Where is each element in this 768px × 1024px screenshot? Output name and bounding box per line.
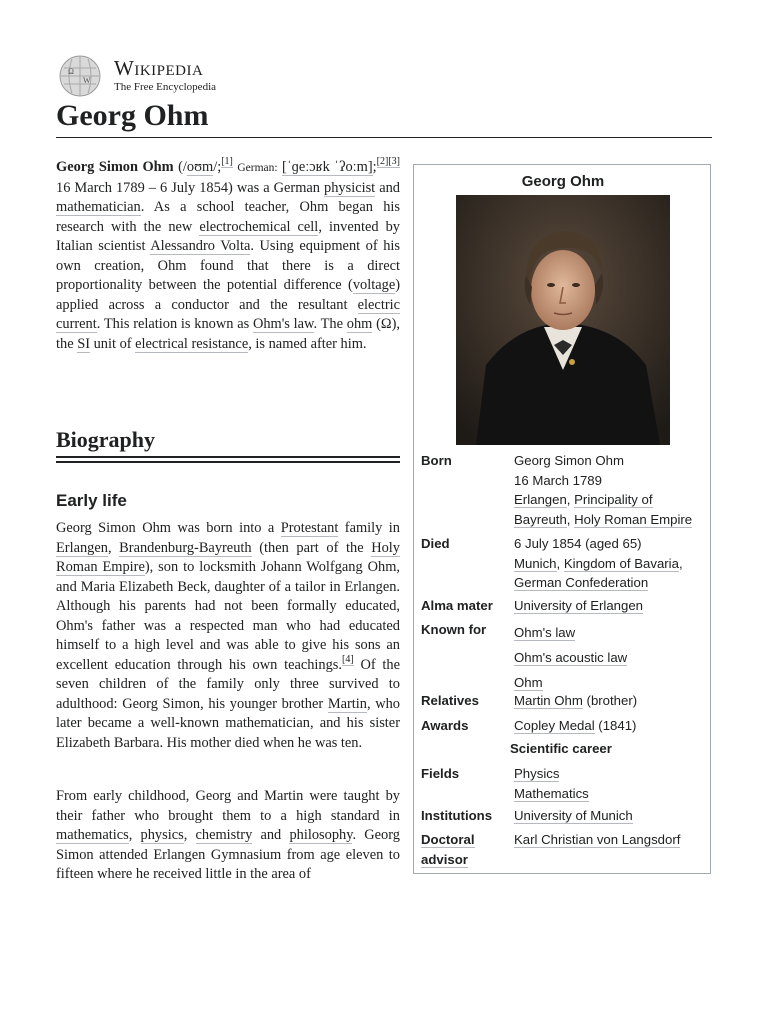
text: ), son to locksmith Johann Wolfgang Ohm, and Maria Elizabeth Beck, daughter of a tailor in Erlangen. Although his parents had not been formally educated, Ohm's father was a respected man who had educated himself to a high level and was able to give his sons an excellent education through his own teachings. (56, 559, 400, 673)
early-life-paragraph-2 (56, 787, 400, 885)
link-electric-current[interactable]: electric current (56, 296, 400, 332)
text: . The (313, 316, 347, 332)
scientific-career-header: Scientific career (510, 741, 612, 756)
link-mathematician[interactable]: mathematician (56, 199, 141, 215)
fields-value (514, 764, 706, 803)
link-protestant[interactable]: Protestant (280, 520, 339, 536)
text: (then part of the (251, 539, 372, 556)
alma-mater-value (514, 596, 706, 616)
separator: , (566, 492, 575, 507)
german-label: German: (237, 162, 278, 174)
subsection-heading-early-life: Early life (56, 491, 127, 510)
link-brandenburg-bayreuth[interactable]: Brandenburg-Bayreuth (119, 539, 252, 556)
text: ) applied across a conductor and the resultant (56, 277, 400, 313)
ipa-german-link[interactable]: [ˈɡeːɔʁk ˈʔoːm] (282, 159, 373, 175)
link-copley-medal[interactable]: Copley Medal (514, 718, 595, 733)
ref-2[interactable]: [2] (376, 156, 389, 167)
link-ohms-acoustic-law[interactable]: Ohm's acoustic law (514, 650, 628, 665)
link-mathematics[interactable]: mathematics (56, 827, 129, 843)
ipa-english-link[interactable]: oʊm (186, 159, 214, 175)
section-divider (56, 456, 400, 458)
link-ohm[interactable]: ohm (346, 316, 373, 332)
text: . As a school teacher, Ohm began his research with the new (56, 199, 400, 235)
born-label: Born (421, 453, 452, 468)
ref-1[interactable]: [1] (221, 156, 233, 167)
awards-label: Awards (421, 718, 469, 733)
separator: , (678, 555, 683, 571)
link-erlangen-place[interactable]: Erlangen (514, 492, 567, 507)
link-martin-ohm[interactable]: Martin Ohm (514, 693, 583, 708)
link-holy-roman-empire-born[interactable]: Holy Roman Empire (574, 511, 693, 527)
text: , (107, 539, 120, 556)
born-value (514, 451, 706, 529)
relatives-value (514, 691, 706, 711)
text: (/ (173, 159, 187, 175)
text: , (183, 827, 196, 843)
text: (Ω), the (56, 316, 400, 352)
logo-tagline: The Free Encyclopedia (114, 81, 217, 93)
link-known-ohm[interactable]: Ohm (514, 675, 543, 690)
link-doctoral-advisor[interactable]: Doctoral advisor (421, 832, 475, 867)
section-divider (56, 461, 400, 463)
born-name: Georg Simon Ohm (514, 453, 624, 468)
separator: , (556, 555, 564, 571)
title-divider (56, 137, 712, 138)
text: 16 March 1789 – 6 July 1854) was a German (56, 179, 325, 196)
link-si[interactable]: SI (77, 335, 90, 352)
born-date: 16 March 1789 (514, 472, 602, 488)
link-chemistry[interactable]: chemistry (195, 827, 253, 843)
text: . This relation is known as (96, 316, 253, 332)
link-physics[interactable]: physics (140, 827, 184, 843)
link-university-of-munich[interactable]: University of Munich (514, 808, 633, 823)
link-erlangen[interactable]: Erlangen (56, 539, 108, 556)
infobox-title: Georg Ohm (521, 173, 605, 190)
institutions-label: Institutions (421, 808, 493, 823)
svg-text:Ω: Ω (68, 67, 74, 76)
ref-4[interactable]: [4] (342, 653, 354, 665)
portrait-image[interactable] (456, 195, 670, 445)
section-heading-biography: Biography (56, 427, 156, 452)
text: unit of (89, 335, 136, 352)
text: , is named after him. (248, 335, 367, 352)
link-voltage[interactable]: voltage (352, 277, 396, 293)
text: , (128, 827, 141, 843)
relatives-label: Relatives (421, 693, 479, 708)
svg-text:W: W (83, 76, 91, 85)
fields-label: Fields (421, 766, 460, 781)
text: Of the seven children of the family only three survived to adulthood: Georg Simon, his younger brother (56, 656, 400, 712)
link-holy-roman-empire[interactable]: Holy Roman Empire (56, 539, 400, 575)
wikipedia-globe-icon (56, 54, 104, 98)
link-philosophy[interactable]: philosophy (289, 827, 353, 843)
text: . Using equipment of his own creation, Ohm found that there is a direct proportionality between the potential difference ( (56, 238, 400, 293)
alma-mater-label: Alma mater (421, 598, 493, 613)
known-for-label: Known for (421, 622, 487, 637)
separator: , (566, 511, 575, 527)
text: , invented by Italian scientist (56, 218, 400, 254)
link-german-confederation[interactable]: German Confederation (514, 575, 649, 590)
link-munich[interactable]: Munich (514, 555, 557, 571)
link-kingdom-of-bavaria[interactable]: Kingdom of Bavaria (563, 555, 679, 571)
text: /; (213, 159, 222, 175)
died-label: Died (421, 536, 450, 551)
page-title: Georg Ohm (56, 99, 209, 132)
lead-paragraph (56, 158, 400, 354)
link-mathematics-field[interactable]: Mathematics (514, 785, 589, 801)
text: family in (338, 520, 400, 536)
text: , who later became a well-known mathematician, and his sister Elizabeth Barbara. His mother died when he was ten. (56, 695, 401, 751)
link-alessandro-volta[interactable]: Alessandro Volta (150, 238, 251, 254)
award-year: (1841) (594, 718, 637, 733)
link-ohms-law[interactable]: Ohm's law (252, 316, 314, 332)
text: and (252, 827, 290, 843)
institutions-value (514, 806, 706, 826)
link-known-ohms-law[interactable]: Ohm's law (514, 625, 576, 640)
subject-name: Georg Simon Ohm (56, 159, 174, 175)
died-value (514, 534, 706, 593)
link-karl-christian-von-langsdorf[interactable]: Karl Christian von Langsdorf (514, 832, 681, 847)
logo-wordmark: Wikipedia (114, 56, 204, 80)
link-physicist[interactable]: physicist (324, 179, 376, 196)
text: From early childhood, Georg and Martin were taught by their father who brought them to a high standard in (56, 788, 400, 824)
link-martin[interactable]: Martin (327, 695, 367, 712)
text: ; (372, 159, 377, 175)
known-for-value (514, 622, 706, 697)
relatives-note: (brother) (582, 693, 638, 708)
text: and (375, 179, 400, 196)
died-date: 6 July 1854 (aged 65) (514, 536, 642, 551)
infobox (413, 164, 711, 874)
link-physics-field[interactable]: Physics (514, 766, 560, 781)
text: . Georg Simon attended Erlangen Gymnasium from age eleven to fifteen where he received little in the area of (56, 827, 400, 882)
awards-value (514, 716, 706, 736)
ref-3[interactable]: [3] (388, 156, 400, 167)
text: Georg Simon Ohm was born into a (56, 520, 281, 536)
early-life-paragraph-1 (56, 519, 400, 753)
doctoral-advisor-value (514, 830, 706, 850)
link-principality-of-bayreuth[interactable]: Principality of Bayreuth (514, 492, 653, 527)
doctoral-advisor-label[interactable] (421, 830, 511, 869)
link-electrochemical-cell[interactable]: electrochemical cell (199, 218, 319, 235)
link-university-of-erlangen[interactable]: University of Erlangen (514, 598, 644, 613)
link-electrical-resistance[interactable]: electrical resistance (135, 335, 249, 352)
